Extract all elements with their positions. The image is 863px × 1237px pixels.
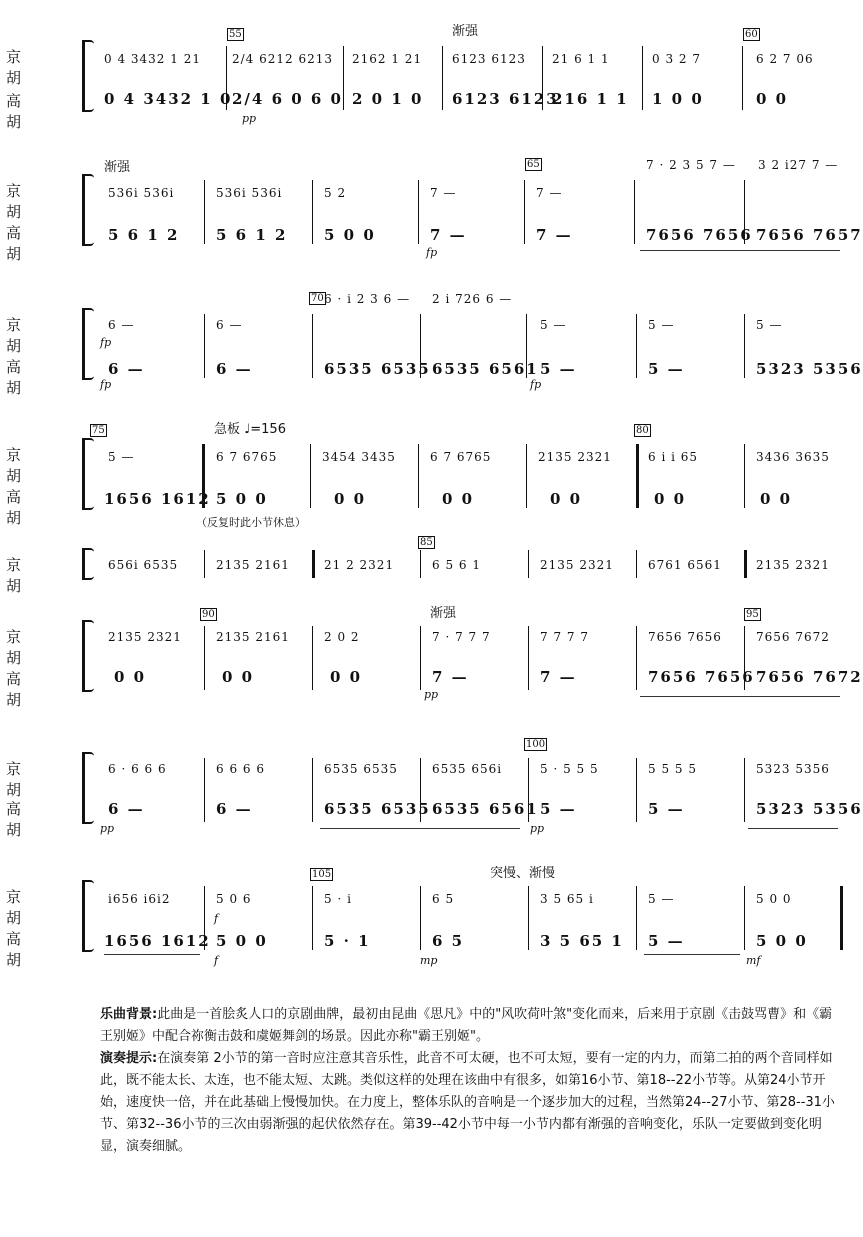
measure-gaohu: 0 0 xyxy=(222,668,255,686)
measure-jinghu: 7 · 2 3 5 7 — xyxy=(646,158,736,172)
system-2 xyxy=(0,150,863,263)
barline xyxy=(744,626,745,690)
barline xyxy=(312,758,313,822)
measure-gaohu: 5323 5356 xyxy=(756,800,863,818)
system-bracket xyxy=(82,176,85,244)
measure-gaohu: 0 4 3432 1 0 xyxy=(104,90,233,108)
measure-gaohu: 5 0 0 xyxy=(324,226,376,244)
measure-jinghu: 21 6 1 1 xyxy=(552,52,610,66)
measure-jinghu: 5 — xyxy=(108,450,135,464)
measure-jinghu: 7 — xyxy=(430,186,457,200)
measure-jinghu: 21 2 2321 xyxy=(324,558,395,572)
barline xyxy=(744,180,745,244)
measure-jinghu: 2 0 2 xyxy=(324,630,360,644)
background-paragraph xyxy=(100,1004,840,1048)
measure-gaohu: 6535 6535 xyxy=(324,360,431,378)
system-bracket xyxy=(82,440,85,508)
measure-gaohu: 5 6 1 2 xyxy=(216,226,288,244)
measure-jinghu: 0 3 2 7 xyxy=(652,52,701,66)
instrument-label-jinghu: 京 胡 xyxy=(6,628,53,667)
measure-gaohu: 6 — xyxy=(216,360,253,378)
barline xyxy=(204,180,205,244)
barline xyxy=(744,758,745,822)
measure-jinghu: 536i 536i xyxy=(216,186,283,200)
instrument-label-gaohu: 高 胡 xyxy=(6,358,53,397)
barline xyxy=(744,886,745,950)
measure-jinghu: 5 0 0 xyxy=(756,892,792,906)
dynamic-mp: mp xyxy=(420,954,438,967)
crescendo-hairpin xyxy=(640,250,840,251)
instrument-label-gaohu: 高 胡 xyxy=(6,800,53,839)
measure-gaohu: 6 — xyxy=(108,800,145,818)
measure-jinghu: i656 i6i2 xyxy=(108,892,171,906)
tempo-change-mark: 突慢、渐慢 xyxy=(490,866,556,881)
measure-jinghu: 6 6 6 6 xyxy=(216,762,265,776)
measure-jinghu: 6 5 6 1 xyxy=(432,558,481,572)
barline xyxy=(742,46,743,110)
barline xyxy=(420,758,421,822)
measure-jinghu: 7 · 7 7 7 xyxy=(432,630,491,644)
instrument-label-gaohu: 高 胡 xyxy=(6,488,53,527)
measure-jinghu: 5 · i xyxy=(324,892,352,906)
barline xyxy=(312,314,313,378)
repeat-barline xyxy=(636,444,639,508)
double-barline xyxy=(744,550,747,578)
measure-gaohu: 1 0 0 xyxy=(652,90,704,108)
system-4 xyxy=(0,414,863,534)
crescendo-mark: 渐强 xyxy=(104,160,131,175)
barline xyxy=(204,886,205,950)
final-barline xyxy=(840,886,843,950)
system-bracket xyxy=(82,310,85,378)
measure-jinghu: 6 5 xyxy=(432,892,455,906)
dynamic-fp: fp xyxy=(100,378,112,391)
crescendo-mark: 渐强 xyxy=(452,24,479,39)
dynamic-fp: fp xyxy=(100,336,112,349)
system-5 xyxy=(0,536,863,595)
barline xyxy=(528,550,529,578)
barline xyxy=(528,758,529,822)
barline xyxy=(634,180,635,244)
dynamic-mf: mf xyxy=(746,954,761,967)
system-bracket xyxy=(82,882,85,950)
crescendo-hairpin xyxy=(640,696,840,697)
measure-gaohu: 6535 6535 xyxy=(324,800,431,818)
barline xyxy=(636,758,637,822)
measure-jinghu: 6 · 6 6 6 xyxy=(108,762,167,776)
measure-jinghu: 2162 1 21 xyxy=(352,52,423,66)
measure-gaohu: 5 0 0 xyxy=(756,932,808,950)
system-bracket xyxy=(82,754,85,822)
barline xyxy=(204,314,205,378)
crescendo-hairpin xyxy=(104,954,200,955)
measure-gaohu: 6 — xyxy=(216,800,253,818)
measure-gaohu: 7 — xyxy=(432,668,469,686)
bar-number: 100 xyxy=(526,739,546,750)
measure-gaohu: 0 0 xyxy=(334,490,367,508)
measure-jinghu: 536i 536i xyxy=(108,186,175,200)
measure-jinghu: 3 2 i27 7 — xyxy=(758,158,839,172)
measure-jinghu: 5 · 5 5 5 xyxy=(540,762,599,776)
measure-jinghu: 3436 3635 xyxy=(756,450,830,464)
bar-number: 60 xyxy=(745,29,758,40)
measure-jinghu: 7656 7656 xyxy=(648,630,722,644)
measure-jinghu: 656i 6535 xyxy=(108,558,179,572)
instrument-label-gaohu: 高 胡 xyxy=(6,92,53,131)
bar-number: 55 xyxy=(229,29,242,40)
barline xyxy=(636,550,637,578)
barline xyxy=(542,46,543,110)
barline xyxy=(642,46,643,110)
measure-gaohu: 2/4 6 0 6 0 xyxy=(232,90,343,108)
measure-jinghu: 2135 2161 xyxy=(216,630,290,644)
measure-gaohu: 5 0 0 xyxy=(216,932,268,950)
system-bracket xyxy=(82,550,85,578)
bar-number: 75 xyxy=(92,425,105,436)
bar-number: 85 xyxy=(420,537,433,548)
measure-gaohu: 1656 1612 xyxy=(104,932,211,950)
instrument-label-jinghu: 京 胡 xyxy=(6,760,53,799)
bar-number: 70 xyxy=(311,293,324,304)
barline xyxy=(312,886,313,950)
background-text: 此曲是一首脍炙人口的京剧曲牌，最初由昆曲《思凡》中的"风吹荷叶煞"变化而来，后来用于京剧《击鼓骂曹》和《霸王别姬》中配合祢衡击鼓和虞姬舞剑的场景。因此亦称"霸王别姬"。 xyxy=(100,1007,833,1044)
tips-paragraph xyxy=(100,1048,840,1158)
system-7 xyxy=(0,734,863,844)
measure-jinghu: 7 — xyxy=(536,186,563,200)
barline xyxy=(636,314,637,378)
barline xyxy=(420,550,421,578)
measure-gaohu: 7656 7672 xyxy=(756,668,863,686)
barline xyxy=(204,626,205,690)
dynamic-pp: pp xyxy=(530,822,545,835)
repeat-barline xyxy=(202,444,205,508)
measure-gaohu: 5 6 1 2 xyxy=(108,226,180,244)
tips-label: 演奏提示: xyxy=(100,1051,158,1066)
measure-gaohu: 0 0 xyxy=(550,490,583,508)
measure-gaohu: 5 — xyxy=(648,360,685,378)
measure-jinghu: 7 7 7 7 xyxy=(540,630,589,644)
measure-jinghu: 2/4 6212 6213 xyxy=(232,52,334,66)
dynamic-fp: fp xyxy=(530,378,542,391)
measure-gaohu: 216 1 1 xyxy=(552,90,629,108)
barline xyxy=(524,180,525,244)
instrument-label-jinghu: 京 胡 xyxy=(6,48,53,87)
barline xyxy=(526,444,527,508)
measure-jinghu: 5 — xyxy=(540,318,567,332)
barline xyxy=(204,550,205,578)
measure-jinghu: 5 — xyxy=(648,892,675,906)
bar-number: 90 xyxy=(202,609,215,620)
diminuendo-hairpin xyxy=(644,954,740,955)
measure-jinghu: 2135 2321 xyxy=(108,630,182,644)
instrument-label-gaohu: 高 胡 xyxy=(6,930,53,969)
barline xyxy=(204,758,205,822)
system-bracket xyxy=(82,622,85,690)
repeat-note: （反复时此小节休息） xyxy=(196,516,306,529)
barline xyxy=(226,46,227,110)
measure-gaohu: 1656 1612 xyxy=(104,490,211,508)
measure-jinghu: 5 5 5 5 xyxy=(648,762,697,776)
measure-gaohu: 7 — xyxy=(430,226,467,244)
system-8 xyxy=(0,862,863,972)
measure-jinghu: 5 0 6 xyxy=(216,892,252,906)
system-6 xyxy=(0,600,863,710)
barline xyxy=(420,314,421,378)
barline xyxy=(442,46,443,110)
measure-gaohu: 0 0 xyxy=(330,668,363,686)
dynamic-pp: pp xyxy=(242,112,257,125)
dynamic-fp: fp xyxy=(426,246,438,259)
measure-jinghu: 6 · i 2 3 6 — xyxy=(324,292,411,306)
barline xyxy=(343,46,344,110)
barline xyxy=(636,626,637,690)
barline xyxy=(528,886,529,950)
measure-jinghu: 5 — xyxy=(756,318,783,332)
bar-number: 65 xyxy=(527,159,540,170)
measure-gaohu: 0 0 xyxy=(654,490,687,508)
measure-gaohu: 7656 7656 xyxy=(648,668,755,686)
instrument-label-gaohu: 高 胡 xyxy=(6,670,53,709)
measure-jinghu: 6 7 6765 xyxy=(430,450,492,464)
measure-gaohu: 5 · 1 xyxy=(324,932,371,950)
measure-jinghu: 6761 6561 xyxy=(648,558,722,572)
measure-jinghu: 6535 6535 xyxy=(324,762,398,776)
measure-gaohu: 7 — xyxy=(536,226,573,244)
measure-jinghu: 5 — xyxy=(648,318,675,332)
barline xyxy=(418,180,419,244)
measure-gaohu: 5 — xyxy=(540,360,577,378)
measure-jinghu: 2135 2161 xyxy=(216,558,290,572)
measure-jinghu: 3 5 65 i xyxy=(540,892,594,906)
barline xyxy=(312,626,313,690)
measure-gaohu: 6535 6561 xyxy=(432,800,539,818)
dynamic-f: f xyxy=(214,954,219,967)
bar-number: 105 xyxy=(312,869,332,880)
measure-jinghu: 3454 3435 xyxy=(322,450,396,464)
tempo-mark: 急板 ♩=156 xyxy=(214,422,286,437)
barline xyxy=(310,444,311,508)
measure-gaohu: 7 — xyxy=(540,668,577,686)
measure-jinghu: 6 — xyxy=(216,318,243,332)
measure-jinghu: 5323 5356 xyxy=(756,762,830,776)
measure-gaohu: 7656 7656 xyxy=(646,226,753,244)
measure-gaohu: 0 0 xyxy=(760,490,793,508)
measure-jinghu: 7656 7672 xyxy=(756,630,830,644)
bar-number: 80 xyxy=(636,425,649,436)
measure-gaohu: 7656 7657 xyxy=(756,226,863,244)
measure-jinghu: 6 2 7 06 xyxy=(756,52,814,66)
barline xyxy=(420,626,421,690)
measure-gaohu: 0 0 xyxy=(114,668,147,686)
dynamic-f: f xyxy=(214,912,219,925)
system-bracket xyxy=(82,42,85,110)
barline xyxy=(636,886,637,950)
instrument-label-jinghu: 京 胡 xyxy=(6,316,53,355)
measure-gaohu: 5 — xyxy=(648,932,685,950)
measure-gaohu: 5 — xyxy=(648,800,685,818)
measure-jinghu: 6 7 6765 xyxy=(216,450,278,464)
barline xyxy=(418,444,419,508)
instrument-label-gaohu: 高 胡 xyxy=(6,224,53,263)
measure-jinghu: 5 2 xyxy=(324,186,347,200)
crescendo-hairpin xyxy=(748,828,838,829)
instrument-label-jinghu: 京 胡 xyxy=(6,182,53,221)
measure-gaohu: 0 0 xyxy=(756,90,789,108)
notes-section xyxy=(100,1004,840,1158)
measure-jinghu: 6 i i 65 xyxy=(648,450,699,464)
measure-jinghu: 2135 2321 xyxy=(540,558,614,572)
instrument-label-jinghu: 京 胡 xyxy=(6,888,53,927)
measure-gaohu: 6 5 xyxy=(432,932,465,950)
dynamic-pp: pp xyxy=(424,688,439,701)
measure-gaohu: 2 0 1 0 xyxy=(352,90,424,108)
system-1 xyxy=(0,20,863,131)
barline xyxy=(744,444,745,508)
crescendo-mark: 渐强 xyxy=(430,606,457,621)
measure-gaohu: 6 — xyxy=(108,360,145,378)
measure-jinghu: 2 i 726 6 — xyxy=(432,292,513,306)
measure-gaohu: 6535 6561 xyxy=(432,360,539,378)
dynamic-pp: pp xyxy=(100,822,115,835)
measure-gaohu: 3 5 65 1 xyxy=(540,932,624,950)
barline xyxy=(744,314,745,378)
measure-jinghu: 6123 6123 xyxy=(452,52,526,66)
measure-jinghu: 2135 2321 xyxy=(756,558,830,572)
tips-text: 在演奏第 2小节的第一音时应注意其音乐性，此音不可太硬，也不可太短，要有一定的内力，而第二拍的两个音同样如此，既不能太长、太连，也不能太短、太跳。类似这样的处理在该曲中有很多，如第16小节、第18--22小节等。从第24小节开始，速度快一倍，并在此基础上慢慢加快。在力度上，整体乐队的音响是一个逐步加大的过程，当然第24--27小节、第28--31小节、第32--36小节的三次由弱渐强的起伏依然存在。第39--42小节中每一小节内都有渐强的音响变化，乐队一定要做到变化明显，演奏细腻。 xyxy=(100,1051,835,1154)
background-label: 乐曲背景: xyxy=(100,1007,158,1022)
barline xyxy=(526,314,527,378)
barline xyxy=(312,180,313,244)
measure-gaohu: 5 0 0 xyxy=(216,490,268,508)
measure-jinghu: 6 — xyxy=(108,318,135,332)
instrument-label-jinghu: 京 胡 xyxy=(6,446,53,485)
instrument-label-jinghu: 京 胡 xyxy=(6,556,53,595)
measure-gaohu: 5323 5356 xyxy=(756,360,863,378)
measure-gaohu: 5 — xyxy=(540,800,577,818)
measure-gaohu: 0 0 xyxy=(442,490,475,508)
double-barline xyxy=(312,550,315,578)
system-3 xyxy=(0,284,863,397)
barline xyxy=(528,626,529,690)
measure-jinghu: 0 4 3432 1 21 xyxy=(104,52,201,66)
bar-number: 95 xyxy=(746,609,759,620)
measure-jinghu: 6535 656i xyxy=(432,762,503,776)
measure-gaohu: 6123 6123 xyxy=(452,90,559,108)
measure-jinghu: 2135 2321 xyxy=(538,450,612,464)
barline xyxy=(420,886,421,950)
crescendo-hairpin xyxy=(320,828,520,829)
